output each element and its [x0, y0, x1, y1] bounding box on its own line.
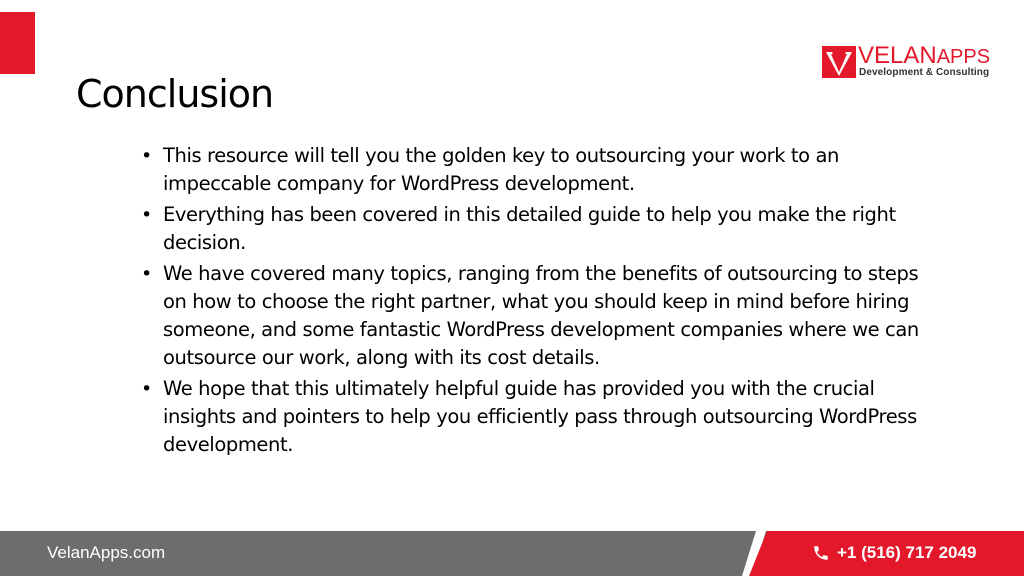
logo-tagline: Development & Consulting	[859, 67, 990, 78]
bullet-dot: •	[141, 145, 152, 167]
footer-phone-number: +1 (516) 717 2049	[837, 543, 977, 562]
velanapps-logo-mark-icon	[822, 46, 856, 78]
bullet-text: This resource will tell you the golden key to outsourcing your work to an impeccable company for WordPress development.	[163, 144, 840, 195]
bullet-list	[141, 142, 931, 462]
bullet-item	[141, 260, 931, 372]
logo-wordmark	[858, 44, 990, 69]
bullet-item	[141, 142, 931, 198]
bullet-dot: •	[141, 263, 152, 285]
phone-icon	[812, 544, 830, 562]
bullet-item	[141, 201, 931, 257]
bullet-text: We have covered many topics, ranging from the benefits of outsourcing to steps on how to choose the right partner, what you should keep in mind before hiring someone, and some fantastic WordPress development companies where we can outsource our work, along with its cost details.	[163, 262, 919, 369]
bullet-text: Everything has been covered in this detailed guide to help you make the right decision.	[163, 203, 896, 254]
bullet-dot: •	[141, 204, 152, 226]
footer-website-link[interactable]: VelanApps.com	[47, 543, 166, 562]
red-accent-bar	[0, 12, 35, 74]
bullet-dot: •	[141, 378, 152, 400]
velanapps-logo	[822, 44, 992, 80]
bullet-item	[141, 375, 931, 459]
logo-word-velan: VELAN	[858, 42, 937, 69]
logo-word-apps: APPS	[936, 46, 991, 68]
footer-bar	[0, 531, 1024, 576]
footer-phone[interactable]	[812, 543, 976, 563]
bullet-text: We hope that this ultimately helpful guide has provided you with the crucial insights and pointers to help you efficiently pass through outsourcing WordPress development.	[163, 377, 917, 456]
slide-title: Conclusion	[76, 72, 274, 116]
